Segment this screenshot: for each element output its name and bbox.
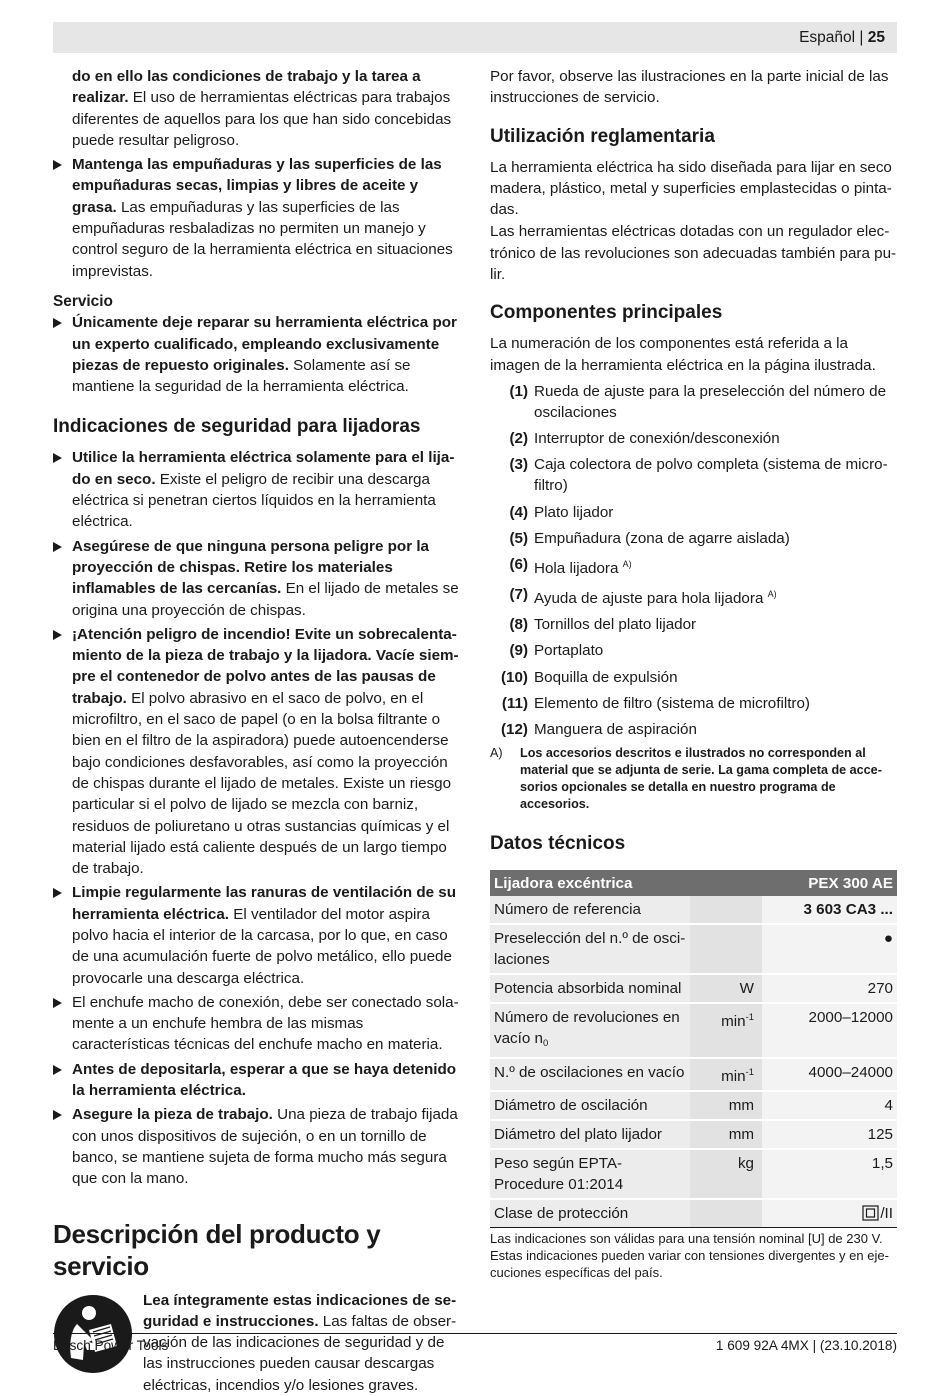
spec-label-text: Clase de protección xyxy=(494,1205,629,1223)
intro-text xyxy=(143,1290,461,1396)
component-number: (6) xyxy=(509,555,528,573)
tech-table-header xyxy=(490,870,897,896)
use-paragraph-1: La herramienta eléctrica ha sido diseñada para lijar en seco madera, plástico, metal y superficies emplastecidas o pintadas. xyxy=(490,158,892,219)
bullet-sparks xyxy=(53,536,461,621)
tech-table-row xyxy=(490,1091,897,1120)
component-label: Tornillos del plato lijador xyxy=(534,616,697,634)
bullet-triangle-icon xyxy=(53,630,62,640)
tech-table-row xyxy=(490,924,897,974)
spec-label-text: Diámetro de oscilación xyxy=(494,1097,648,1115)
spec-value xyxy=(762,924,897,974)
component-label: Portaplato xyxy=(534,642,604,660)
bullet-workpiece xyxy=(53,1104,461,1189)
spec-value xyxy=(762,974,897,1003)
component-number: (4) xyxy=(509,503,528,521)
spec-value-text: ● xyxy=(883,930,893,948)
spec-label-text: Diámetro del plato lijador xyxy=(494,1126,662,1144)
components-heading: Componentes principales xyxy=(490,302,723,324)
spec-unit-text: mm xyxy=(728,1097,754,1115)
continued-rest: El uso de herramientas eléctricas para trabajos diferentes de aquellos para los que han sido concebidas puede resultar peligroso. xyxy=(72,89,452,149)
spec-unit-exponent: -1 xyxy=(745,1012,754,1024)
protection-class-ii-icon xyxy=(862,1205,880,1221)
spec-label xyxy=(490,1091,690,1120)
bullet-repair xyxy=(53,312,461,397)
footer-divider xyxy=(53,1333,897,1334)
spec-unit xyxy=(690,1199,762,1228)
component-item xyxy=(490,640,897,661)
spec-label xyxy=(490,974,690,1003)
bullet-triangle-icon xyxy=(53,888,62,898)
bullet-text: El polvo abrasivo en el saco de polvo, en el microfiltro, en el saco de papel (o en la bolsa filtrante o bien en el filtro de la aspiradora) puede autoencenderse bajo condiciones desfavorables, así como la proyección de chispas durante el lijado de metales. Existe un riesgo particular si el polvo de lijado se mezcla con barniz, residuos de poliuretano u otras sustancias químicas y el material lijado está caliente después de un largo tiempo de trabajo. xyxy=(72,689,452,878)
component-number: (9) xyxy=(509,642,528,660)
component-item xyxy=(490,614,897,635)
component-label: Boquilla de expulsión xyxy=(534,668,678,686)
component-number: (12) xyxy=(500,721,528,739)
spec-value xyxy=(762,1120,897,1149)
component-label: Hola lijadora xyxy=(534,559,619,577)
accessories-footnote xyxy=(490,745,897,812)
spec-label xyxy=(490,1149,690,1199)
spec-unit-text: min xyxy=(721,1013,746,1031)
spec-unit xyxy=(690,1149,762,1199)
header-text xyxy=(799,29,885,47)
bullet-stop xyxy=(53,1059,461,1102)
spec-value-text: 125 xyxy=(867,1126,893,1144)
spec-value-text: 270 xyxy=(867,980,893,998)
bullet-text: Las empuñaduras y las superficies de las empuñaduras resbaladizas no permiten un manejo y control seguro de la herramienta eléctrica en situaciones imprevistas. xyxy=(72,198,453,280)
component-label: Rueda de ajuste para la preselección del número de oscilaciones xyxy=(534,382,887,421)
component-label: Elemento de filtro (sistema de microfiltro) xyxy=(534,694,810,712)
component-item xyxy=(490,693,897,714)
component-footnote-mark: A) xyxy=(767,589,777,600)
bullet-text: El ventilador del motor aspira polvo hacia el interior de la carcasa, por lo que, en caso de una acumulación fuerte de polvo metálico, ello puede provocarle una descarga eléctrica. xyxy=(72,905,452,987)
bullet-bold: ¡Atención peligro de incendio! Evite un sobrecalentamiento de la pieza de trabajo y la lijadora. Vacíe siempre el contenedor de polvo antes de las pausas de trabajo. xyxy=(72,625,459,707)
spec-value xyxy=(762,1149,897,1199)
component-item xyxy=(490,454,897,496)
bullet-bold: Limpie regularmente las ranuras de ventilación de su herramienta eléctrica. xyxy=(72,884,457,923)
bullet-text: Existe el peligro de recibir una descarga eléctrica si penetran ciertos líquidos en la herramienta eléctrica. xyxy=(72,470,436,531)
spec-unit-text: mm xyxy=(728,1126,754,1144)
spec-unit xyxy=(690,924,762,974)
spec-unit-text: kg xyxy=(737,1155,754,1173)
safety-heading: Indicaciones de seguridad para lijadoras xyxy=(53,416,421,438)
components-intro: La numeración de los componentes está referida a la imagen de la herramienta eléctrica en la página ilustrada. xyxy=(490,335,876,374)
bullet-dry-sanding xyxy=(53,447,461,532)
table-header-model: PEX 300 AE xyxy=(762,870,897,896)
bullet-triangle-icon xyxy=(53,160,62,170)
component-item xyxy=(490,528,897,549)
bullet-triangle-icon xyxy=(53,542,62,552)
table-note: Las indicaciones son válidas para una tensión nominal [U] de 230 V. Estas indicaciones pueden variar con tensiones divergentes y en ejecuciones específicas del país. xyxy=(490,1231,889,1280)
intro-rest: Las faltas de observación de las indicaciones de seguridad y de las instrucciones pueden causar descargas eléctricas, incendios y/o lesiones graves. xyxy=(143,1312,457,1394)
use-heading: Utilización reglamentaria xyxy=(490,125,715,147)
tech-table-row xyxy=(490,1199,897,1228)
tech-table-row xyxy=(490,1003,897,1058)
footnote-text: Los accesorios descritos e ilustrados no corresponden al material que se adjunta de serie. La gama completa de accesorios opcionales se detalla en nuestro programa de accesorios. xyxy=(520,746,882,811)
bullet-bold: Asegure la pieza de trabajo. xyxy=(72,1106,273,1124)
bullet-plug xyxy=(53,992,461,1056)
component-label: Plato lijador xyxy=(534,503,614,521)
component-item xyxy=(490,428,897,449)
tech-table xyxy=(490,870,897,1228)
spec-label-text: N.º de oscilaciones en vacío xyxy=(494,1064,685,1082)
component-label: Empuñadura (zona de agarre aislada) xyxy=(534,529,790,547)
spec-value-text: 4000–24000 xyxy=(808,1064,893,1082)
component-label: Interruptor de conexión/desconexión xyxy=(534,430,780,448)
spec-label-text: Potencia absorbida nominal xyxy=(494,980,682,998)
spec-label-text: Número de revoluciones en vacío n xyxy=(494,1009,680,1048)
component-item xyxy=(490,719,897,740)
bullet-bold: Únicamente deje reparar su herramienta eléctrica por un experto cualificado, empleando exclusivamente piezas de repuesto originales. xyxy=(72,314,457,374)
continued-paragraph xyxy=(53,66,461,151)
component-number: (5) xyxy=(509,529,528,547)
header-separator: | xyxy=(855,29,868,46)
page-header xyxy=(53,22,897,53)
component-number: (8) xyxy=(509,616,528,634)
illustrations-note: Por favor, observe las ilustraciones en la parte inicial de las instrucciones de servicio. xyxy=(490,68,889,107)
component-item xyxy=(490,502,897,523)
spec-unit-text: W xyxy=(739,980,754,998)
spec-value-text: /II xyxy=(880,1205,893,1223)
servicio-title: Servicio xyxy=(53,292,113,310)
continued-bold: do en ello las condiciones de trabajo y la tarea a realizar. xyxy=(72,68,421,107)
bullet-text: Una pieza de trabajo fijada con unos dispositivos de sujeción, o en un tornillo de banco, se mantiene sujeta de forma mucho más segura que con la mano. xyxy=(72,1106,458,1188)
spec-unit xyxy=(690,1091,762,1120)
component-label: Manguera de aspiración xyxy=(534,721,697,739)
spec-unit-exponent: -1 xyxy=(745,1067,754,1079)
footnote-label: A) xyxy=(490,746,503,761)
footer-doc-number: 1 609 92A 4MX | (23.10.2018) xyxy=(715,1338,897,1353)
component-label: Caja colectora de polvo completa (sistema de microfiltro) xyxy=(534,456,888,495)
bullet-fire xyxy=(53,624,461,880)
spec-value xyxy=(762,1003,897,1058)
header-language: Español xyxy=(799,29,856,46)
component-item xyxy=(490,584,897,609)
left-column xyxy=(53,66,461,1396)
spec-unit xyxy=(690,1058,762,1091)
bullet-ventilation xyxy=(53,882,461,988)
spec-label xyxy=(490,924,690,974)
bullet-grips xyxy=(53,154,461,282)
tech-table-body xyxy=(490,896,897,1228)
spec-label-text: Peso según EPTA-Procedure 01:2014 xyxy=(494,1155,624,1194)
spec-value-text: 1,5 xyxy=(871,1155,893,1173)
spec-label xyxy=(490,1003,690,1058)
component-item xyxy=(490,554,897,579)
table-header-product: Lijadora excéntrica xyxy=(490,870,762,896)
bullet-triangle-icon xyxy=(53,453,62,463)
tech-table-row xyxy=(490,974,897,1003)
spec-value xyxy=(762,1199,897,1228)
bullet-bold: Asegúrese de que ninguna persona peligre por la proyección de chispas. Retire los materiales inflamables de las cercanías. xyxy=(72,537,429,598)
tech-heading: Datos técnicos xyxy=(490,833,626,855)
spec-value xyxy=(762,896,897,924)
use-paragraph-2: Las herramientas eléctricas dotadas con un regulador electrónico de las revoluciones son adecuadas también para pulir. xyxy=(490,223,897,284)
tech-table-row xyxy=(490,896,897,924)
footer-brand: Bosch Power Tools xyxy=(53,1338,169,1353)
bullet-triangle-icon xyxy=(53,1065,62,1075)
spec-label xyxy=(490,1199,690,1228)
bullet-bold: Antes de depositarla, esperar a que se haya detenido la herramienta eléctrica. xyxy=(72,1060,457,1100)
bullet-triangle-icon xyxy=(53,318,62,328)
right-column xyxy=(490,66,897,1282)
spec-label-text: Preselección del n.º de oscilaciones xyxy=(494,930,686,969)
spec-label xyxy=(490,1058,690,1091)
spec-value-text: 4 xyxy=(884,1097,893,1115)
spec-value-text: 2000–12000 xyxy=(808,1009,893,1027)
spec-unit xyxy=(690,1120,762,1149)
component-footnote-mark: A) xyxy=(622,558,632,569)
component-item xyxy=(490,667,897,688)
component-number: (1) xyxy=(509,382,528,400)
spec-value xyxy=(762,1091,897,1120)
spec-label xyxy=(490,896,690,924)
component-number: (10) xyxy=(500,668,528,686)
component-number: (2) xyxy=(509,430,528,448)
tech-table-row xyxy=(490,1058,897,1091)
spec-unit xyxy=(690,974,762,1003)
spec-label xyxy=(490,1120,690,1149)
intro-bold: Lea íntegramente estas indicaciones de seguridad e instrucciones. xyxy=(143,1291,457,1330)
spec-value xyxy=(762,1058,897,1091)
component-number: (7) xyxy=(509,586,528,604)
spec-label-text: Número de referencia xyxy=(494,901,641,919)
bullet-text: En el lijado de metales se origina una proyección de chispas. xyxy=(72,580,459,619)
component-label: Ayuda de ajuste para hola lijadora xyxy=(534,590,764,608)
component-number: (11) xyxy=(501,694,528,712)
bullet-bold: Mantenga las empuñaduras y las superficies de las empuñaduras secas, limpias y libres de aceite y grasa. xyxy=(72,156,442,216)
tech-table-row xyxy=(490,1120,897,1149)
bullet-triangle-icon xyxy=(53,998,62,1008)
bullet-bold: Utilice la herramienta eléctrica solamente para el lijado en seco. xyxy=(72,449,455,488)
component-number: (3) xyxy=(509,456,528,474)
product-heading: Descripción del producto y servicio xyxy=(53,1218,381,1281)
spec-unit-text: min xyxy=(721,1068,746,1086)
spec-unit xyxy=(690,896,762,924)
bullet-triangle-icon xyxy=(53,1110,62,1120)
spec-label-subscript: 0 xyxy=(542,1038,549,1050)
page-number: 25 xyxy=(867,29,885,46)
components-list xyxy=(490,381,897,740)
component-item xyxy=(490,381,897,423)
tech-table-row xyxy=(490,1149,897,1199)
spec-value-text: 3 603 CA3 ... xyxy=(803,901,893,919)
spec-unit xyxy=(690,1003,762,1058)
bullet-text: Solamente así se mantiene la seguridad de la herramienta eléctrica. xyxy=(72,356,411,396)
bullet-text: El enchufe macho de conexión, debe ser conectado solamente a un enchufe hembra de las mismas características técnicas del enchufe macho en materia. xyxy=(72,993,459,1054)
